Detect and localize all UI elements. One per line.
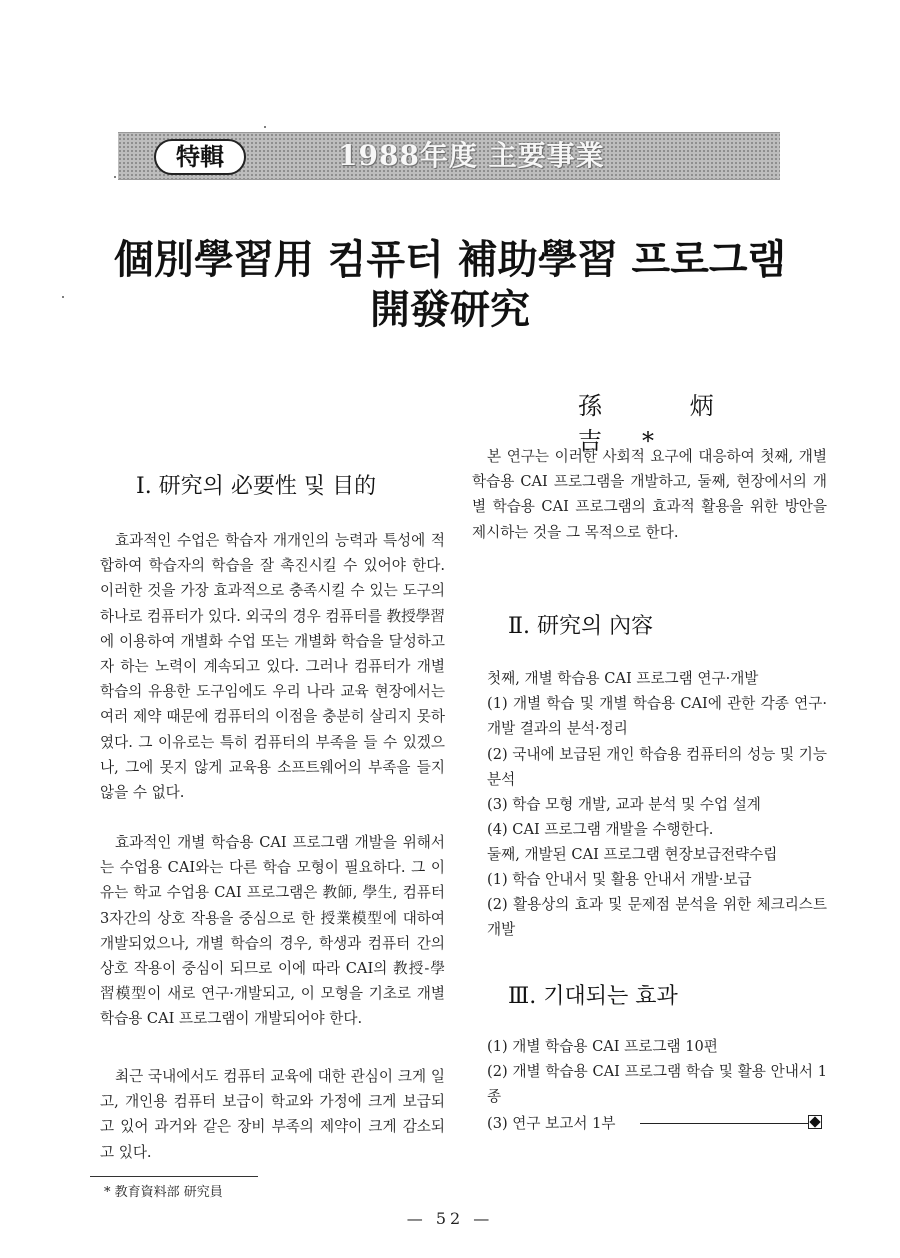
section-1-paragraph: 효과적인 개별 학습용 CAI 프로그램 개발을 위해서는 수업용 CAI와는 다른 학습 모형이 필요하다. 그 이유는 학교 수업용 CAI 프로그램은 教師, 學生, 컴퓨터 3자간의 상호 작용을 중심으로 한 授業模型에 대하여 개발되었으나, 개별 학습의 경우, 학생과 컴퓨터 간의 상호 작용이 중심이 되므로 이에 따라 CAI의 教授-學習模型이 새로 연구·개발되고, 이 모형을 기초로 개별 학습용 CAI 프로그램이 개발되어야 한다.	[100, 834, 445, 1028]
content-item: (2) 국내에 보급된 개인 학습용 컴퓨터의 성능 및 기능 분석	[487, 746, 827, 789]
content-item: (4) CAI 프로그램 개발을 수행한다.	[487, 821, 714, 838]
scan-speck	[264, 126, 266, 128]
effect-item: (2) 개별 학습용 CAI 프로그램 학습 및 활용 안내서 1종	[487, 1063, 827, 1106]
feature-tag: 特輯	[154, 139, 246, 175]
content-item: 둘째, 개발된 CAI 프로그램 현장보급전략수립	[487, 846, 778, 863]
content-item: (1) 개별 학습 및 개별 학습용 CAI에 관한 각종 연구·개발 결과의 분석·정리	[487, 695, 827, 738]
content-item: (3) 학습 모형 개발, 교과 분석 및 수업 설계	[487, 796, 761, 813]
footnote-rule	[90, 1176, 258, 1177]
section-1-continued-paragraph: 본 연구는 이러한 사회적 요구에 대응하여 첫째, 개별 학습용 CAI 프로그램을 개발하고, 둘째, 현장에서의 개별 학습용 CAI 프로그램의 효과적 활용을 위한 방안을 제시하는 것을 그 목적으로 한다.	[472, 448, 827, 541]
end-rule	[640, 1123, 808, 1124]
section-2-heading: Ⅱ. 研究의 內容	[508, 614, 654, 639]
effect-item: (1) 개별 학습용 CAI 프로그램 10편	[487, 1038, 718, 1055]
feature-banner	[118, 132, 780, 180]
author: 孫 炳 吉*	[578, 392, 754, 455]
article-title-line-2: 開發研究	[370, 286, 530, 333]
scan-speck	[114, 176, 116, 178]
section-1-paragraph: 최근 국내에서도 컴퓨터 교육에 대한 관심이 크게 일고, 개인용 컴퓨터 보급이 학교와 가정에 크게 보급되고 있어 과거와 같은 장비 부족의 제약이 크게 감소되고 있다.	[100, 1068, 445, 1161]
section-1-heading: Ⅰ. 研究의 必要性 및 目的	[136, 474, 377, 499]
effect-item: (3) 연구 보고서 1부	[487, 1115, 616, 1132]
banner-title: 1988年度 主要事業	[338, 139, 605, 172]
content-item: (1) 학습 안내서 및 활용 안내서 개발·보급	[487, 871, 752, 888]
content-item: 첫째, 개별 학습용 CAI 프로그램 연구·개발	[487, 670, 759, 687]
end-mark-icon	[808, 1115, 822, 1129]
page-number: — 52 —	[406, 1209, 494, 1228]
section-1-paragraph: 효과적인 수업은 학습자 개개인의 능력과 특성에 적합하여 학습자의 학습을 잘 촉진시킬 수 있어야 한다. 이러한 것을 가장 효과적으로 충족시킬 수 있는 도구의 하나로 컴퓨터가 있다. 외국의 경우 컴퓨터를 教授學習에 이용하여 개별화 수업 또는 개별화 학습을 달성하고자 하는 노력이 계속되고 있다. 그러나 컴퓨터가 개별 학습의 유용한 도구임에도 우리 나라 교육 현장에서는 여러 제약 때문에 컴퓨터의 이점을 충분히 살리지 못하였다. 그 이유로는 특히 컴퓨터의 부족을 들 수 있겠으나, 그에 못지 않게 교육용 소프트웨어의 부족을 들지 않을 수 없다.	[100, 532, 445, 802]
section-3-heading: Ⅲ. 기대되는 효과	[508, 984, 678, 1009]
content-item: (2) 활용상의 효과 및 문제점 분석을 위한 체크리스트 개발	[487, 896, 827, 939]
article-title-line-1: 個別學習用 컴퓨터 補助學習 프로그램	[113, 236, 787, 283]
footnote: * 教育資料部 研究員	[104, 1185, 223, 1200]
